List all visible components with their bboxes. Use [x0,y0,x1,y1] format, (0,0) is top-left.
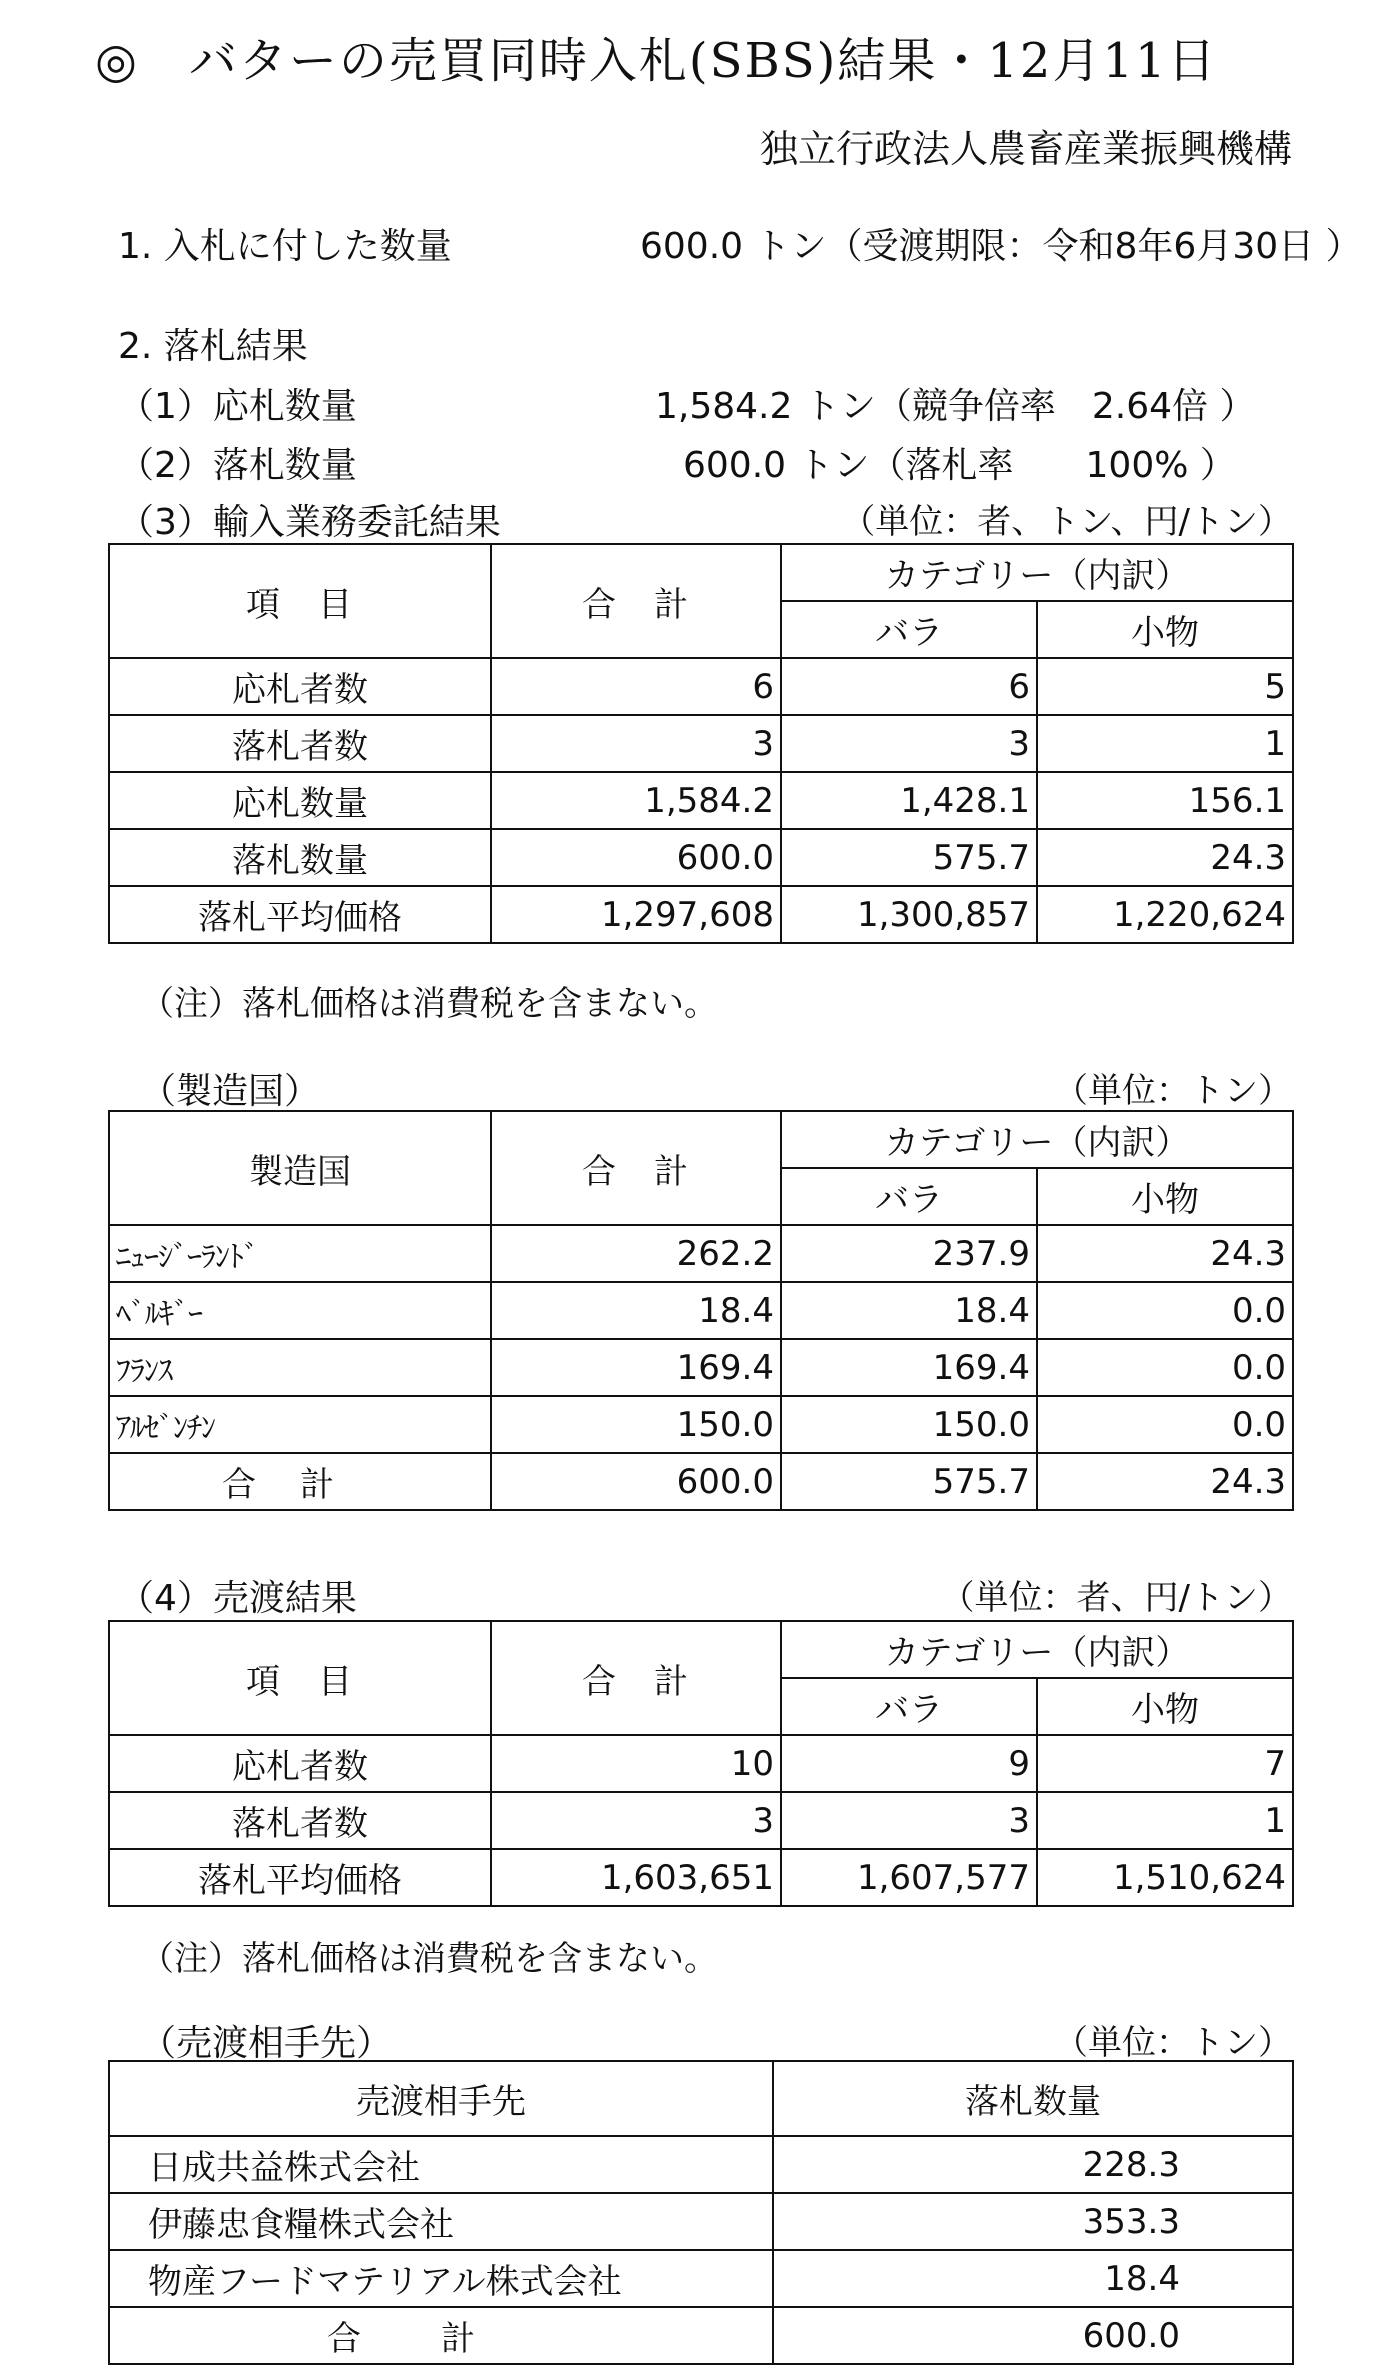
row-total: 3 [491,715,781,772]
buyer-qty: 228.3 [773,2136,1293,2193]
organization-name: 独立行政法人農畜産業振興機構 [759,127,1292,171]
row-small: 0.0 [1037,1282,1293,1339]
buyer-name: 物産フードマテリアル株式会社 [109,2250,773,2307]
buyers-unit: （単位：トン） [1054,2023,1292,2063]
row-label: 応札数量 [109,772,491,829]
row-bulk: 18.4 [781,1282,1037,1339]
header-small: 小物 [1037,1678,1293,1735]
table-row [109,1339,1293,1396]
header-bulk: バラ [781,1678,1037,1735]
row-total: 18.4 [491,1282,781,1339]
table1-note: （注）落札価格は消費税を含まない。 [140,984,718,1024]
row-bulk: 169.4 [781,1339,1037,1396]
table1-unit: （単位：者、トン、円/トン） [841,502,1292,542]
table-row [109,886,1293,943]
table-row [109,1735,1293,1792]
section2-label: 2. 落札結果 [118,326,308,367]
header-small: 小物 [1037,1168,1293,1225]
header-total: 合 計 [491,1111,781,1225]
row-total: 262.2 [491,1225,781,1282]
country-name: ﾍﾞﾙｷﾞｰ [109,1282,491,1339]
table-row [109,2250,1293,2307]
total-qty: 600.0 [773,2307,1293,2364]
row-bulk: 3 [781,715,1037,772]
header-small: 小物 [1037,601,1293,658]
row-total: 169.4 [491,1339,781,1396]
row-small: 1 [1037,1792,1293,1849]
table-row [109,715,1293,772]
table-row [109,1396,1293,1453]
total-row [109,1453,1293,1510]
header-category: カテゴリー（内訳） [781,1111,1293,1168]
table-row [109,2193,1293,2250]
row-small: 1,220,624 [1037,886,1293,943]
buyer-name: 伊藤忠食糧株式会社 [109,2193,773,2250]
table-row [109,658,1293,715]
row-small: 24.3 [1037,1453,1293,1510]
section4-label: （4）売渡結果 [118,1578,357,1619]
import-commission-table [108,543,1294,944]
table-row [109,1225,1293,1282]
row-bulk: 1,300,857 [781,886,1037,943]
row-total: 600.0 [491,829,781,886]
row-small: 1,510,624 [1037,1849,1293,1906]
page-title: ◎ バターの売買同時入札(SBS)結果・12月11日 [95,33,1218,89]
row-total: 1,603,651 [491,1849,781,1906]
buyers-table [108,2060,1294,2365]
header-bulk: バラ [781,601,1037,658]
header-bulk: バラ [781,1168,1037,1225]
table-row [109,1792,1293,1849]
buyer-qty: 18.4 [773,2250,1293,2307]
row-small: 156.1 [1037,772,1293,829]
section4-unit: （単位：者、円/トン） [940,1578,1292,1618]
origin-unit: （単位：トン） [1054,1071,1292,1111]
row-total: 10 [491,1735,781,1792]
row-bulk: 6 [781,658,1037,715]
sales-result-table [108,1620,1294,1907]
row-total: 6 [491,658,781,715]
country-name: ﾆｭｰｼﾞｰﾗﾝﾄﾞ [109,1225,491,1282]
table-row [109,829,1293,886]
row-small: 24.3 [1037,1225,1293,1282]
section2-item2-value: 600.0 トン（落札率 100% ） [683,445,1236,486]
origin-table [108,1110,1294,1511]
header-category: カテゴリー（内訳） [781,1621,1293,1678]
table-row [109,1849,1293,1906]
buyers-label: （売渡相手先） [140,2023,393,2064]
total-label: 合計 [109,2307,773,2364]
table-row [109,772,1293,829]
header-qty: 落札数量 [773,2061,1293,2136]
row-label: 応札者数 [109,1735,491,1792]
row-label: 落札平均価格 [109,886,491,943]
row-bulk: 575.7 [781,829,1037,886]
row-bulk: 3 [781,1792,1037,1849]
row-bulk: 150.0 [781,1396,1037,1453]
header-item: 項 目 [109,1621,491,1735]
row-bulk: 575.7 [781,1453,1037,1510]
row-small: 7 [1037,1735,1293,1792]
row-bulk: 1,607,577 [781,1849,1037,1906]
header-total: 合 計 [491,1621,781,1735]
row-small: 0.0 [1037,1339,1293,1396]
row-bulk: 237.9 [781,1225,1037,1282]
row-small: 24.3 [1037,829,1293,886]
origin-label: （製造国） [140,1071,321,1112]
row-total: 600.0 [491,1453,781,1510]
country-name: ﾌﾗﾝｽ [109,1339,491,1396]
header-origin: 製造国 [109,1111,491,1225]
row-small: 1 [1037,715,1293,772]
row-small: 5 [1037,658,1293,715]
section1-label: 1. 入札に付した数量 [118,226,452,267]
row-total: 1,584.2 [491,772,781,829]
buyer-name: 日成共益株式会社 [109,2136,773,2193]
row-total: 150.0 [491,1396,781,1453]
row-bulk: 1,428.1 [781,772,1037,829]
country-name: ｱﾙｾﾞﾝﾁﾝ [109,1396,491,1453]
row-label: 落札者数 [109,715,491,772]
row-total: 3 [491,1792,781,1849]
row-label: 応札者数 [109,658,491,715]
row-label: 落札数量 [109,829,491,886]
table-row [109,1282,1293,1339]
table-row [109,2136,1293,2193]
section2-item3-label: （3）輸入業務委託結果 [118,502,501,543]
section1-value: 600.0 トン（受渡期限：令和8年6月30日 ） [640,226,1362,267]
section2-item1-label: （1）応札数量 [118,386,357,427]
row-total: 1,297,608 [491,886,781,943]
header-item: 項 目 [109,544,491,658]
total-row [109,2307,1293,2364]
header-buyer: 売渡相手先 [109,2061,773,2136]
section4-note: （注）落札価格は消費税を含まない。 [140,1939,718,1979]
row-bulk: 9 [781,1735,1037,1792]
buyer-qty: 353.3 [773,2193,1293,2250]
row-label: 落札平均価格 [109,1849,491,1906]
header-category: カテゴリー（内訳） [781,544,1293,601]
row-label: 落札者数 [109,1792,491,1849]
section2-item1-value: 1,584.2 トン（競争倍率 2.64倍 ） [655,386,1256,427]
row-small: 0.0 [1037,1396,1293,1453]
section2-item2-label: （2）落札数量 [118,445,357,486]
header-total: 合 計 [491,544,781,658]
total-label: 合計 [109,1453,491,1510]
